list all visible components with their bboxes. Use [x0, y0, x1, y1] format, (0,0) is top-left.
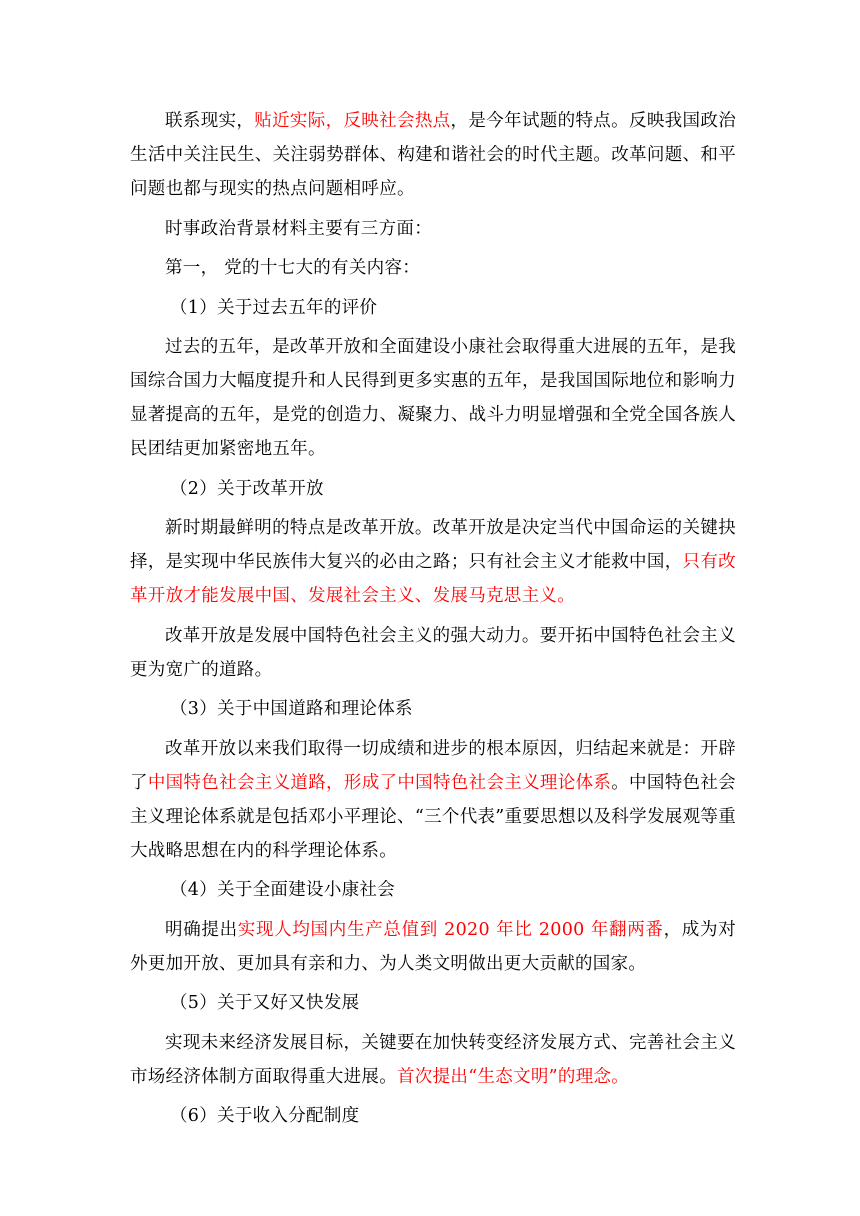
body-paragraph: [130, 913, 736, 981]
body-paragraph: [130, 1026, 736, 1094]
section-heading: [130, 986, 736, 1020]
text-run: ，是今年试题的特点。反映我国政治生活中关注民生、关注弱势群体、构建和谐社会的时代主题。改革问题、和平问题也都与现实的热点问题相呼应。: [130, 111, 736, 199]
body-paragraph: [130, 104, 736, 206]
text-run: 明确提出: [165, 919, 238, 940]
section-heading: [130, 692, 736, 726]
text-run: 改革开放是发展中国特色社会主义的强大动力。要开拓中国特色社会主义更为宽广的道路。: [130, 625, 736, 680]
body-paragraph: [130, 212, 736, 246]
text-run: （4）关于全面建设小康社会: [170, 880, 396, 900]
text-run: 实现未来经济发展目标，关键要在加快转变经济发展方式、完善社会主义市场经济体制方面取得重大进展。: [130, 1032, 736, 1087]
section-heading: [130, 873, 736, 907]
text-run: ，成为对外更加开放、更加具有亲和力、为人类文明做出更大贡献的国家。: [130, 919, 736, 974]
body-paragraph: [130, 511, 736, 613]
document-body: [130, 104, 736, 1139]
body-paragraph: [130, 732, 736, 868]
text-run: （3）关于中国道路和理论体系: [170, 699, 413, 719]
highlighted-text: 中国特色社会主义道路，形成了中国特色社会主义理论体系: [147, 772, 612, 793]
text-run: （1）关于过去五年的评价: [170, 297, 378, 318]
highlighted-text: 首次提出“生态文明”的理念。: [397, 1066, 630, 1087]
section-heading: [130, 472, 736, 506]
body-paragraph: [130, 619, 736, 687]
section-heading: [130, 1099, 736, 1133]
highlighted-text: 实现人均国内生产总值到 2020 年比 2000 年翻两番: [237, 919, 664, 940]
text-run: （6）关于收入分配制度: [170, 1106, 360, 1126]
highlighted-text: 只有改革开放才能发展中国、发展社会主义、发展马克思主义。: [130, 552, 736, 606]
text-run: （5）关于又好又快发展: [170, 993, 360, 1013]
text-run: 第一， 党的十七大的有关内容：: [165, 258, 421, 278]
text-run: 时事政治背景材料主要有三方面：: [165, 218, 432, 239]
text-run: 改革开放以来我们取得一切成绩和进步的根本原因，归结起来就是：开辟了: [130, 738, 736, 793]
text-run: （2）关于改革开放: [170, 478, 324, 499]
text-run: 新时期最鲜明的特点是改革开放。改革开放是决定当代中国命运的关键抉择，是实现中华民族伟大复兴的必由之路；只有社会主义才能救中国，: [130, 518, 736, 572]
body-paragraph: [130, 330, 736, 466]
highlighted-text: 贴近实际，反映社会热点: [254, 111, 451, 131]
section-heading: [130, 291, 736, 325]
text-run: 过去的五年，是改革开放和全面建设小康社会取得重大进展的五年，是我国综合国力大幅度提升和人民得到更多实惠的五年，是我国国际地位和影响力显著提高的五年，是党的创造力、凝聚力、战斗力明显增强和全党全国各族人民团结更加紧密地五年。: [130, 337, 736, 459]
text-run: 联系现实，: [165, 111, 255, 131]
text-run: 。中国特色社会主义理论体系就是包括邓小平理论、“三个代表”重要思想以及科学发展观等重大战略思想在内的科学理论体系。: [130, 772, 736, 861]
body-paragraph: [130, 251, 736, 285]
